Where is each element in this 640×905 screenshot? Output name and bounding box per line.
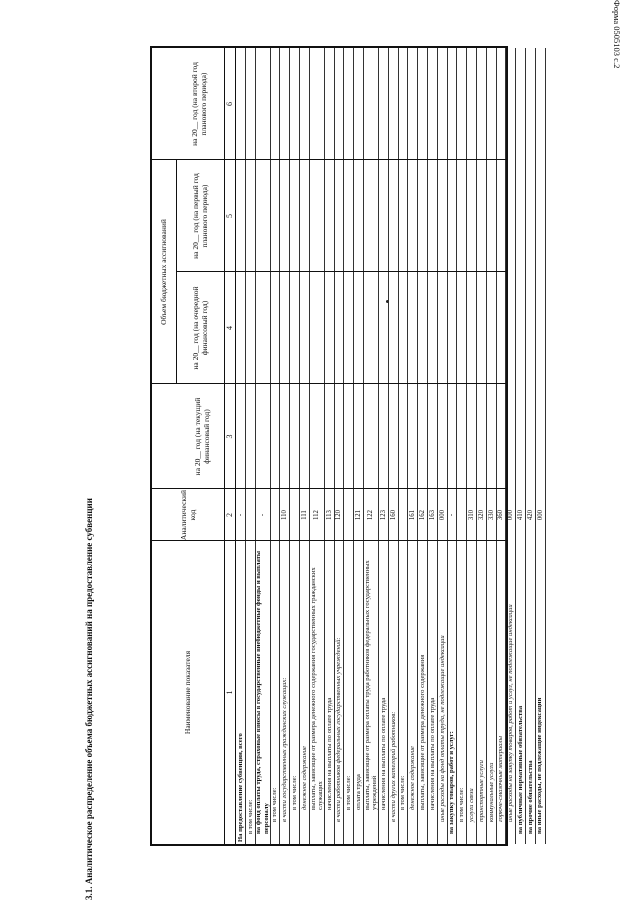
header-name-label: Наименование показателя <box>183 650 193 735</box>
table-row <box>389 48 399 844</box>
row-name: на публичные нормативные обязательства <box>516 705 524 834</box>
header-vline <box>152 159 236 160</box>
row-code <box>344 489 353 541</box>
table-row <box>325 48 335 844</box>
header-num-1: 1 <box>225 690 234 695</box>
row-name: в части работников федеральных государственных учреждений: <box>335 637 343 822</box>
row-code: 162 <box>419 509 427 521</box>
table-row <box>364 48 379 844</box>
table-row <box>477 48 487 844</box>
row-code <box>246 489 255 541</box>
column-divider <box>236 383 506 384</box>
row-code: 121 <box>355 509 363 521</box>
table-row <box>280 48 290 844</box>
table-row <box>536 48 546 844</box>
row-name: выплаты, зависящие от размера денежного содержания <box>418 654 426 810</box>
row-name: в том числе: <box>458 787 466 822</box>
table-row <box>246 48 256 844</box>
row-code: 123 <box>379 509 387 521</box>
header-num-divider <box>224 48 225 844</box>
header-current-label: на 20__ год (на текущий финансовый год) <box>192 397 211 476</box>
form-code: Форма 0505103 с.2 <box>612 0 622 69</box>
row-name: в том числе: <box>271 787 279 822</box>
table-row <box>497 48 507 844</box>
row-code: 163 <box>428 509 436 521</box>
subvention-table <box>150 46 544 846</box>
row-code <box>290 489 299 541</box>
header-code-label: Аналитический код <box>178 489 197 541</box>
table-row <box>418 48 428 844</box>
row-code: 000 <box>536 509 544 521</box>
header-first <box>176 160 224 272</box>
header-next-label: на 20__ год (на очередной финансовый год) <box>190 286 209 370</box>
header-group-divider <box>176 160 177 384</box>
column-divider <box>236 488 506 489</box>
row-code <box>271 489 280 541</box>
row-name: на прочие обязательства <box>526 760 534 834</box>
row-name: в части других категорий работников: <box>389 711 397 822</box>
row-code: 420 <box>526 509 534 521</box>
row-code: 110 <box>281 510 289 520</box>
row-name: транспортные услуги <box>477 760 485 822</box>
header-vline <box>152 540 236 541</box>
row-name: оплата труда <box>354 774 362 810</box>
row-code: - <box>448 513 456 517</box>
table-row <box>335 48 345 844</box>
header-num-3: 3 <box>225 434 234 439</box>
row-name: на закупку товаров, работ и услуг: <box>448 731 456 834</box>
header-second <box>152 48 224 160</box>
table-header <box>152 48 236 844</box>
row-name: выплаты, зависящие от размера оплаты труда работников федеральных государственных учреждений <box>363 560 378 810</box>
row-code <box>457 489 466 541</box>
header-vline <box>152 488 236 489</box>
row-code: 112 <box>313 510 321 520</box>
row-name: денежное содержание <box>300 746 308 810</box>
table-row <box>438 48 448 844</box>
header-num-6: 6 <box>225 102 234 106</box>
table-row <box>290 48 300 844</box>
table-row <box>526 48 536 844</box>
header-code <box>152 489 224 541</box>
table-row <box>271 48 281 844</box>
header-next <box>176 272 224 384</box>
row-name: выплаты, зависящие от размера денежного содержания государственных гражданских служащих <box>309 567 324 810</box>
header-vline <box>176 271 236 272</box>
row-name: в том числе: <box>246 799 254 834</box>
table-row <box>448 48 458 844</box>
header-vline <box>152 383 236 384</box>
row-code: - <box>236 513 244 517</box>
header-num-2: 2 <box>225 513 234 517</box>
header-first-label: на 20__ год (на первый год планового периода) <box>190 173 209 259</box>
table-row <box>506 48 516 844</box>
row-name: На предоставление субвенции, всего <box>236 733 244 842</box>
document-title: 3.1. Аналитическое распределение объема бюджетных ассигнований на предоставление субвенции <box>84 498 94 900</box>
table-row <box>516 48 526 844</box>
header-num-4: 4 <box>225 326 234 330</box>
row-name: на иные расходы, не подлежащие индексации <box>536 697 544 834</box>
row-code <box>399 489 408 541</box>
row-name: в части государственных гражданских служащих: <box>281 677 289 822</box>
row-name: горюче-смазочные материалы <box>497 736 505 822</box>
row-name: денежное содержание <box>409 746 417 810</box>
row-code: 000 <box>507 509 515 521</box>
row-name: начисления на выплаты по оплате труда <box>428 697 436 810</box>
header-second-label: на 20__ год (на второй год планового периода) <box>189 62 208 146</box>
header-num-5: 5 <box>225 214 234 218</box>
table-row <box>354 48 364 844</box>
column-divider <box>236 271 506 272</box>
row-code: 120 <box>335 509 343 521</box>
table-row <box>256 48 271 844</box>
row-name: в том числе: <box>345 775 353 810</box>
table-row <box>379 48 389 844</box>
column-divider <box>236 159 506 160</box>
row-code: 122 <box>367 509 375 521</box>
column-divider <box>236 540 506 541</box>
table-row <box>300 48 310 844</box>
table-row <box>467 48 477 844</box>
header-group-label: Объем бюджетных ассигнований <box>159 219 169 325</box>
table-rotated-frame <box>152 48 544 844</box>
row-name: услуги связи <box>467 788 475 822</box>
table-row <box>428 48 438 844</box>
table-row <box>236 48 246 844</box>
row-code: 410 <box>517 509 525 521</box>
row-name: коммунальные услуги <box>487 762 495 822</box>
row-code: 320 <box>477 509 485 521</box>
row-code: 330 <box>487 509 495 521</box>
row-name: начисления на выплаты по оплате труда <box>379 697 387 810</box>
row-code: - <box>259 513 267 517</box>
table-row <box>310 48 325 844</box>
table-row <box>408 48 418 844</box>
row-name: начисления на выплаты по оплате труда <box>325 697 333 810</box>
row-code: 113 <box>325 510 333 520</box>
table-row <box>344 48 354 844</box>
row-name: иные расходы на закупку товаров, работ и услуг, не подлежащие индексации <box>507 604 515 822</box>
row-name: иные расходы на фонд оплаты труда, не подлежащие индексации <box>438 635 446 822</box>
table-row <box>487 48 497 844</box>
table-row <box>399 48 409 844</box>
row-code: 111 <box>300 510 308 520</box>
row-code: 310 <box>468 509 476 521</box>
header-current <box>152 384 224 489</box>
row-name: в том числе: <box>290 775 298 810</box>
row-name: в том числе: <box>399 775 407 810</box>
row-code: 000 <box>438 509 446 521</box>
table-row <box>457 48 467 844</box>
row-code: 160 <box>389 509 397 521</box>
table-body <box>236 48 546 844</box>
row-name: на фонд оплаты труда, страховые взносы в государственные внебюджетные фонды и выплаты персоналу <box>255 550 270 834</box>
row-code: 360 <box>497 509 505 521</box>
header-group <box>152 160 176 384</box>
header-name <box>152 541 224 844</box>
row-code: 161 <box>409 509 417 521</box>
